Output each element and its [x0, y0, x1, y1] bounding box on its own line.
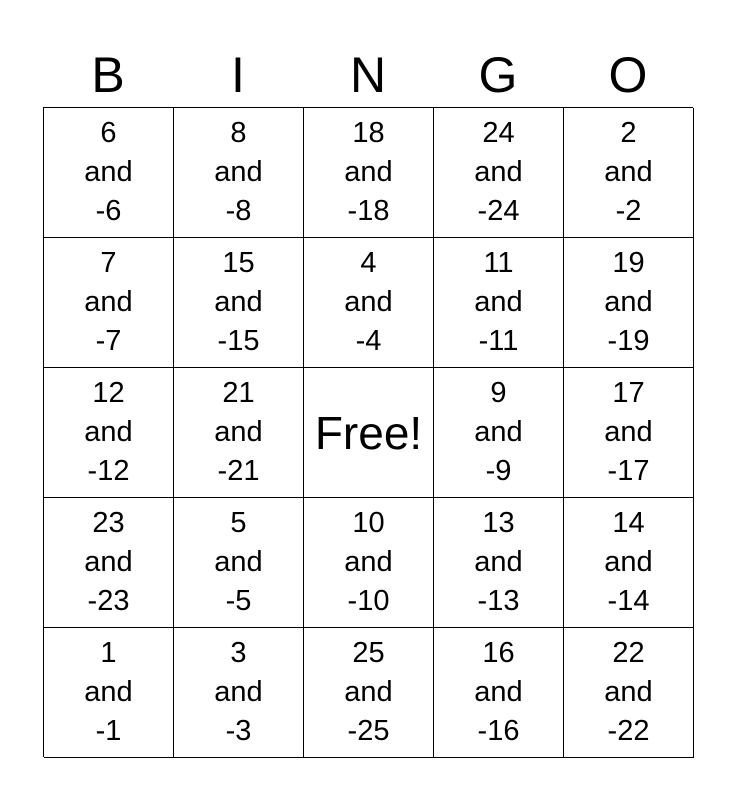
cell-positive-number: 10 [352, 507, 385, 539]
bingo-cell[interactable] [564, 108, 694, 238]
bingo-cell[interactable] [564, 628, 694, 758]
cell-conjunction: and [604, 546, 653, 578]
cell-conjunction: and [604, 156, 653, 188]
cell-conjunction: and [214, 156, 263, 188]
bingo-cell[interactable] [174, 628, 304, 758]
cell-negative-number: -9 [485, 455, 512, 487]
cell-negative-number: -19 [607, 325, 650, 357]
cell-negative-number: -14 [607, 585, 650, 617]
cell-positive-number: 6 [100, 117, 117, 149]
cell-conjunction: and [344, 286, 393, 318]
cell-conjunction: and [344, 546, 393, 578]
cell-negative-number: -8 [225, 195, 252, 227]
cell-negative-number: -3 [225, 715, 252, 747]
bingo-cell[interactable] [174, 238, 304, 368]
bingo-cell[interactable] [44, 238, 174, 368]
bingo-cell[interactable] [434, 108, 564, 238]
cell-positive-number: 16 [482, 637, 515, 669]
cell-negative-number: -17 [607, 455, 650, 487]
cell-positive-number: 3 [230, 637, 247, 669]
cell-negative-number: -11 [478, 325, 519, 357]
bingo-cell[interactable] [434, 238, 564, 368]
cell-negative-number: -4 [355, 325, 382, 357]
bingo-cell[interactable] [434, 628, 564, 758]
bingo-cell[interactable] [44, 628, 174, 758]
cell-conjunction: and [474, 286, 523, 318]
bingo-cell[interactable] [174, 368, 304, 498]
cell-negative-number: -2 [615, 195, 642, 227]
cell-conjunction: and [84, 676, 133, 708]
header-letter-o: O [608, 47, 648, 103]
cell-positive-number: 17 [612, 377, 645, 409]
cell-conjunction: and [214, 286, 263, 318]
bingo-cell[interactable] [44, 498, 174, 628]
cell-negative-number: -24 [477, 195, 520, 227]
free-cell[interactable] [304, 368, 434, 498]
cell-negative-number: -18 [347, 195, 390, 227]
cell-conjunction: and [84, 416, 133, 448]
cell-conjunction: and [604, 416, 653, 448]
cell-positive-number: 21 [222, 377, 255, 409]
bingo-cell[interactable] [304, 628, 434, 758]
cell-positive-number: 11 [483, 247, 514, 279]
cell-positive-number: 14 [612, 507, 645, 539]
cell-negative-number: -12 [87, 455, 130, 487]
cell-positive-number: 1 [100, 637, 117, 669]
bingo-cell[interactable] [564, 498, 694, 628]
cell-positive-number: 24 [482, 117, 515, 149]
bingo-cell[interactable] [44, 368, 174, 498]
cell-positive-number: 22 [612, 637, 645, 669]
bingo-cell[interactable] [174, 108, 304, 238]
header-letter-i: I [231, 47, 245, 103]
cell-positive-number: 2 [620, 117, 637, 149]
cell-negative-number: -25 [347, 715, 390, 747]
cell-conjunction: and [604, 286, 653, 318]
cell-conjunction: and [344, 156, 393, 188]
header-letter-b: B [91, 47, 125, 103]
cell-conjunction: and [84, 156, 133, 188]
cell-conjunction: and [474, 416, 523, 448]
cell-negative-number: -7 [95, 325, 122, 357]
cell-negative-number: -16 [477, 715, 520, 747]
free-label: Free! [314, 406, 423, 459]
cell-negative-number: -6 [95, 195, 122, 227]
cell-conjunction: and [604, 676, 653, 708]
cell-conjunction: and [214, 416, 263, 448]
cell-negative-number: -1 [95, 715, 122, 747]
cell-positive-number: 15 [222, 247, 255, 279]
bingo-cell[interactable] [304, 108, 434, 238]
cell-positive-number: 7 [100, 247, 117, 279]
cell-positive-number: 19 [612, 247, 645, 279]
cell-negative-number: -13 [477, 585, 520, 617]
bingo-cell[interactable] [304, 498, 434, 628]
cell-positive-number: 13 [482, 507, 515, 539]
header-letter-g: G [478, 47, 518, 103]
cell-positive-number: 5 [230, 507, 247, 539]
cell-negative-number: -23 [87, 585, 130, 617]
cell-positive-number: 18 [352, 117, 385, 149]
cell-positive-number: 4 [360, 247, 377, 279]
cell-conjunction: and [474, 676, 523, 708]
cell-negative-number: -15 [217, 325, 260, 357]
cell-negative-number: -10 [347, 585, 390, 617]
bingo-cell[interactable] [44, 108, 174, 238]
bingo-cell[interactable] [174, 498, 304, 628]
cell-conjunction: and [474, 546, 523, 578]
bingo-board [43, 107, 693, 757]
cell-positive-number: 8 [230, 117, 247, 149]
cell-conjunction: and [474, 156, 523, 188]
bingo-cell[interactable] [434, 498, 564, 628]
cell-conjunction: and [214, 676, 263, 708]
bingo-header [43, 44, 693, 106]
bingo-cell[interactable] [304, 238, 434, 368]
cell-negative-number: -5 [225, 585, 252, 617]
cell-conjunction: and [214, 546, 263, 578]
cell-conjunction: and [84, 546, 133, 578]
bingo-cell[interactable] [434, 368, 564, 498]
cell-positive-number: 23 [92, 507, 125, 539]
cell-negative-number: -21 [217, 455, 260, 487]
cell-conjunction: and [344, 676, 393, 708]
cell-conjunction: and [84, 286, 133, 318]
bingo-cell[interactable] [564, 238, 694, 368]
cell-positive-number: 12 [92, 377, 125, 409]
header-letter-n: N [349, 47, 387, 103]
cell-positive-number: 25 [352, 637, 385, 669]
cell-positive-number: 9 [490, 377, 507, 409]
bingo-cell[interactable] [564, 368, 694, 498]
cell-negative-number: -22 [607, 715, 650, 747]
